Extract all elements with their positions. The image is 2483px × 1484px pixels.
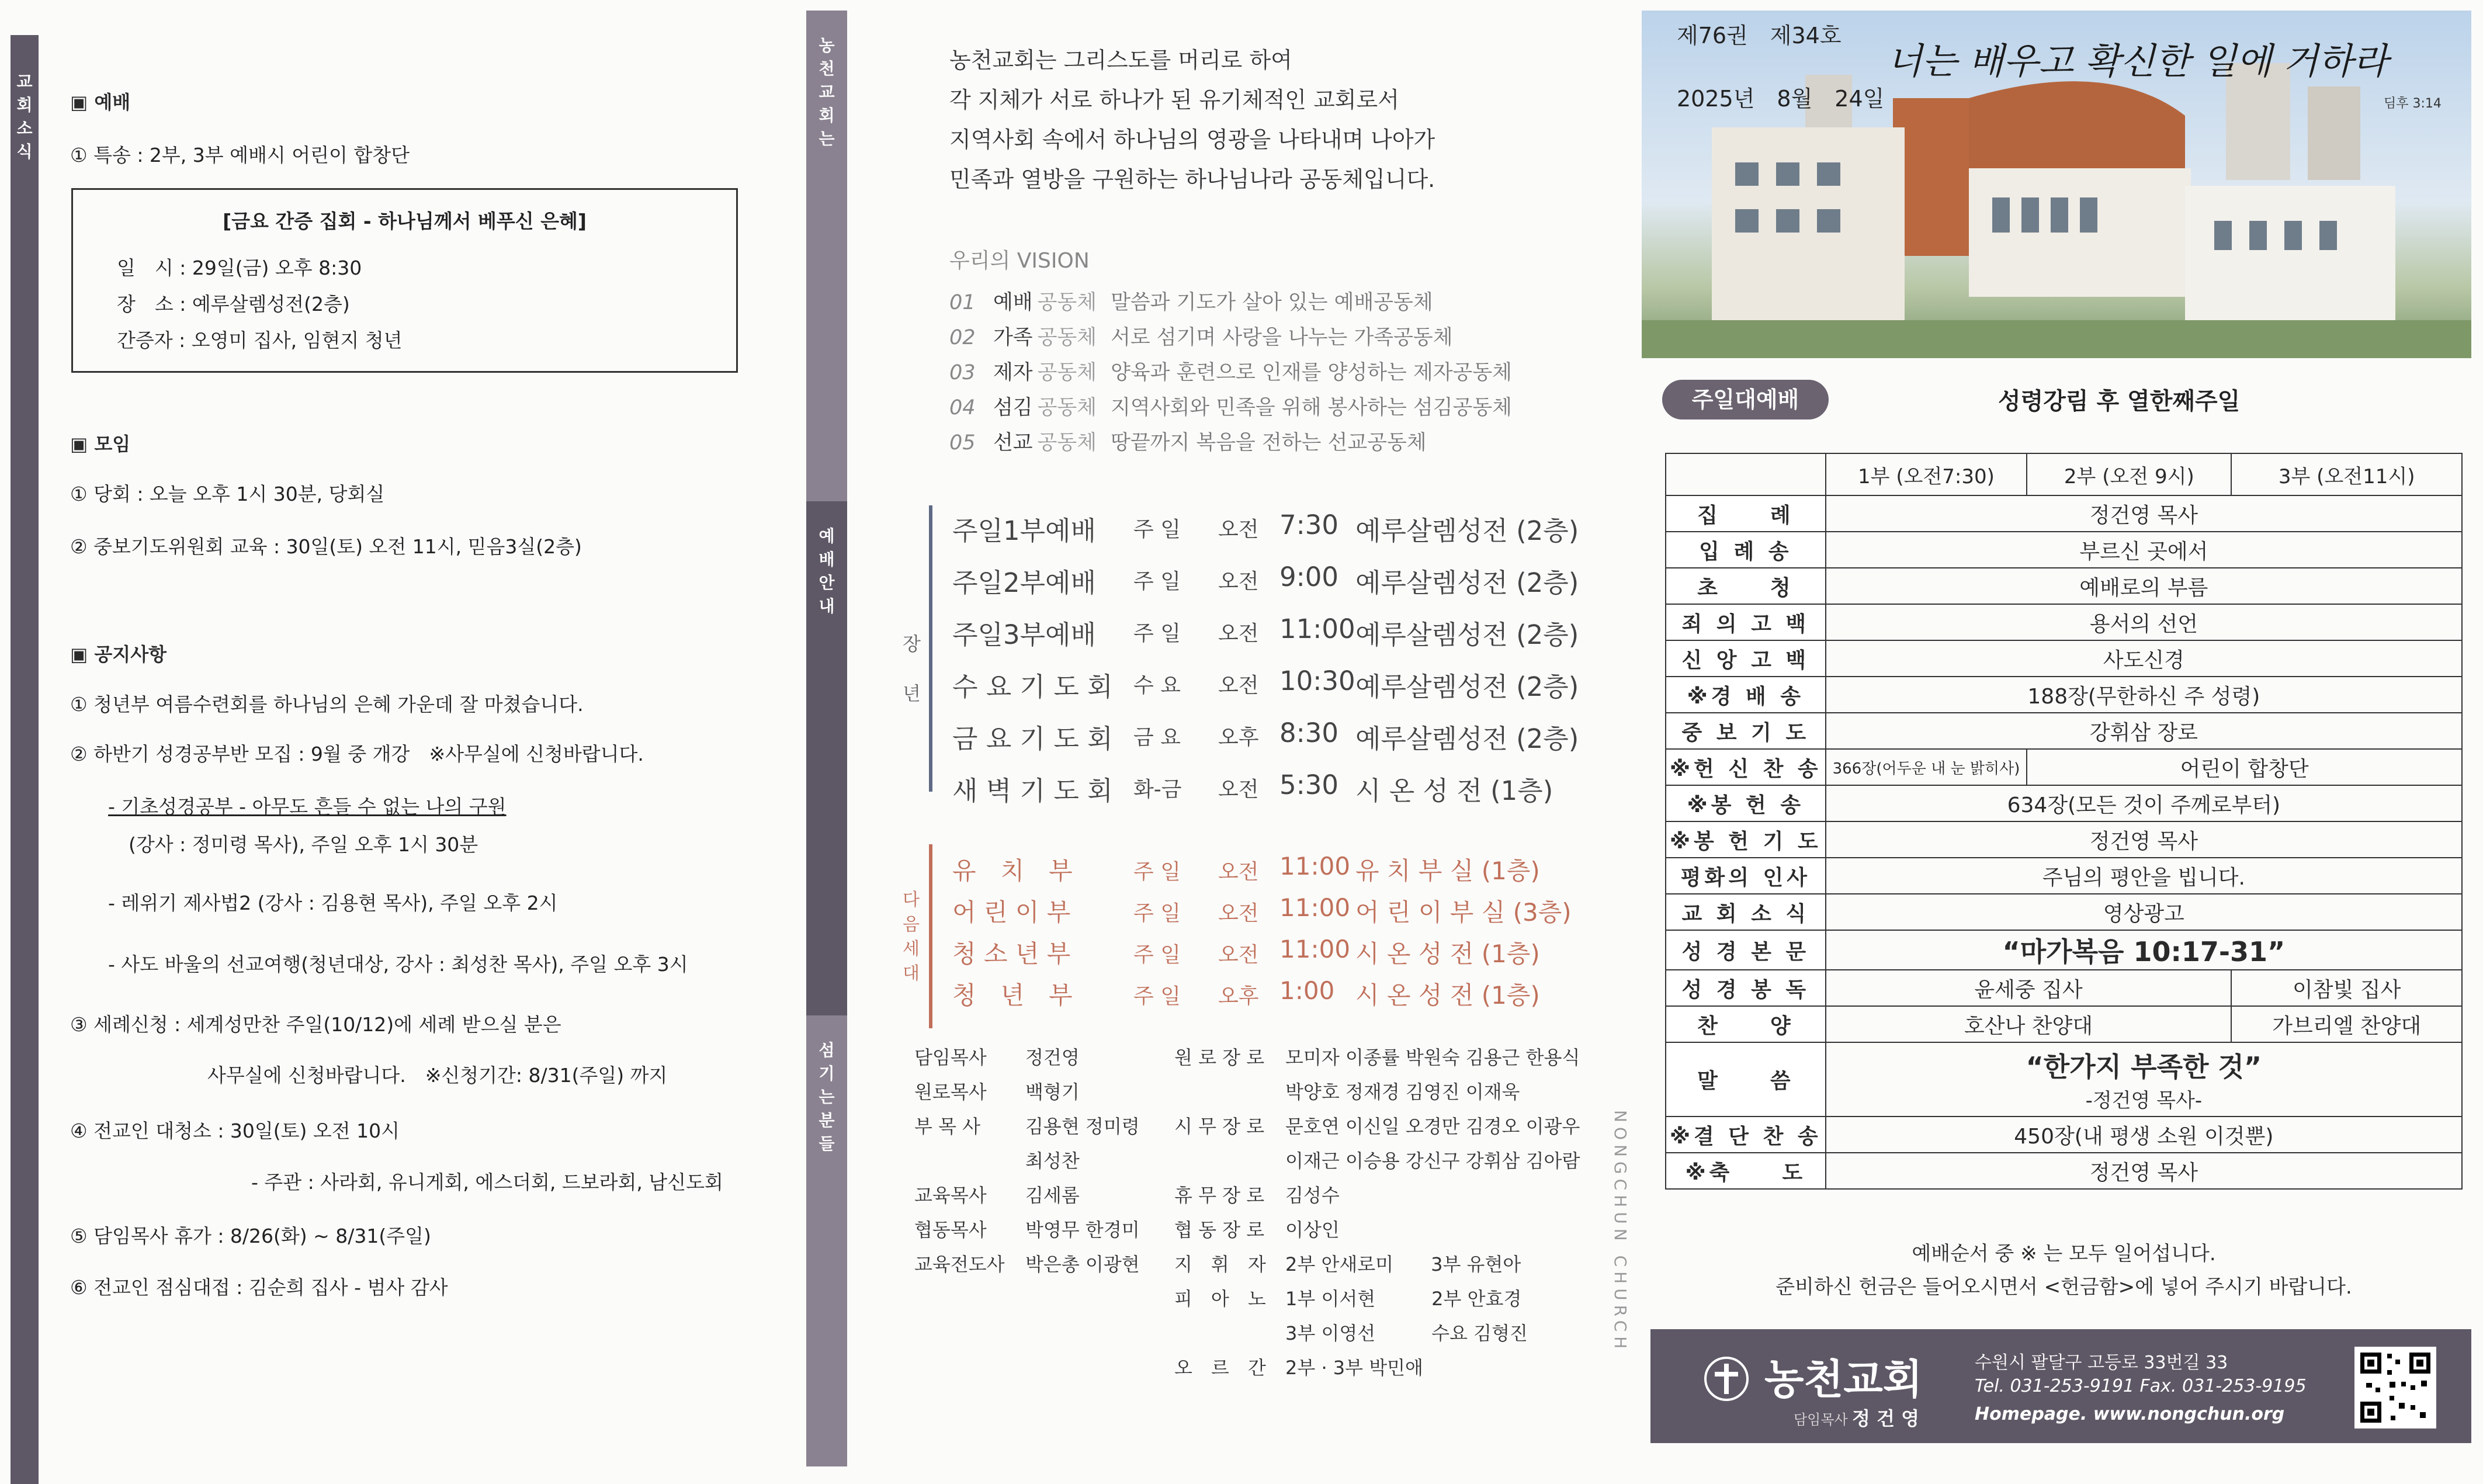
staff-names: 최성찬 (1025, 1150, 1080, 1172)
order-value: 634장(모든 것이 주께로부터) (1826, 785, 2462, 821)
schedule-row (952, 976, 1595, 1011)
staff-role: 시 무 장 로 (1174, 1115, 1265, 1138)
order-label: ※경 배 송 (1666, 677, 1826, 713)
qr-code-icon (2354, 1347, 2436, 1428)
schedule-place: 시 온 성 전 (1층) (1355, 775, 1553, 806)
staff-role: 오 르 간 (1174, 1357, 1266, 1379)
sermon-title: “한가지 부족한 것” (2026, 1051, 2262, 1083)
schedule-time: 10:30 (1279, 665, 1355, 696)
vision-suffix: 공동체 (1037, 326, 1097, 349)
staff-names: 모미자 이종률 박원숙 김용근 한용식 (1285, 1046, 1580, 1069)
order-value-2: 이참빛 집사 (2231, 970, 2462, 1006)
staff-names: 2부 안새로미 3부 유현아 (1285, 1253, 1521, 1275)
notice-item: ③ 세례신청 : 세계성만찬 주일(10/12)에 세례 받으실 분은 (70, 1013, 561, 1036)
schedule-name: 새 벽 기 도 회 (952, 775, 1113, 806)
vision-item (949, 356, 1512, 386)
tab-about-church: 농 천 교 회 는 (806, 11, 847, 525)
notice-subitem: (강사 : 정미령 목사), 주일 오후 1시 30분 (129, 833, 478, 856)
schedule-name: 수 요 기 도 회 (952, 671, 1113, 702)
order-label: 집 례 (1666, 495, 1826, 532)
order-row (1666, 858, 2462, 894)
schedule-day: 화-금 (1133, 778, 1182, 802)
schedule-name: 유 치 부 (952, 857, 1073, 885)
meeting-item: ② 중보기도위원회 교육 : 30일(토) 오전 11시, 믿음3실(2층) (70, 535, 582, 558)
staff-names: 김성수 (1285, 1184, 1340, 1206)
pastor-label: 담임목사 (1794, 1412, 1848, 1428)
order-label: 교 회 소 식 (1666, 894, 1826, 930)
order-label: 신 앙 고 백 (1666, 640, 1826, 677)
vision-number: 03 (949, 361, 976, 384)
schedule-time: 11:00 (1279, 613, 1355, 644)
schedule-time: 11:00 (1279, 893, 1351, 922)
schedule-day: 주 일 (1133, 860, 1181, 884)
order-value: 450장(내 평생 소원 이것뿐) (1826, 1117, 2462, 1153)
schedule-day: 주 일 (1133, 518, 1181, 542)
schedule-time: 8:30 (1279, 717, 1339, 748)
schedule-time: 11:00 (1279, 852, 1351, 880)
schedule-ampm: 오전 (1218, 622, 1259, 646)
schedule-ampm: 오전 (1218, 902, 1259, 925)
service-badge: 주일대예배 (1662, 380, 1829, 419)
order-value-2: 가브리엘 찬양대 (2231, 1006, 2462, 1042)
schedule-day: 주 일 (1133, 943, 1181, 967)
staff-names: 박양호 정재경 김영진 이재욱 (1285, 1081, 1520, 1103)
schedule-time: 9:00 (1279, 561, 1339, 592)
order-col-header: 1부 (오전7:30) (1826, 453, 2027, 495)
sermon-preacher: -정건영 목사- (2085, 1089, 2203, 1112)
order-value: “마가복음 10:17-31” (1826, 930, 2462, 970)
staff-role: 협동목사 (914, 1219, 987, 1241)
testimony-title: [금요 간증 집회 - 하나님께서 베푸신 은혜] (223, 210, 587, 233)
schedule-ampm: 오후 (1218, 726, 1259, 750)
vision-number: 04 (949, 396, 976, 419)
staff-role: 협 동 장 로 (1174, 1219, 1265, 1241)
staff-role: 원로목사 (914, 1081, 987, 1103)
schedule-day: 주 일 (1133, 902, 1181, 925)
notice-item: ② 하반기 성경공부반 모집 : 9월 중 개강 ※사무실에 신청바랍니다. (70, 743, 644, 765)
order-row (1666, 821, 2462, 858)
order-value: 부르신 곳에서 (1826, 532, 2462, 568)
order-header-blank (1666, 453, 1826, 495)
schedule-row (952, 852, 1595, 887)
intro-line: 농천교회는 그리스도를 머리로 하여 (949, 47, 1292, 73)
schedule-name: 청 소 년 부 (952, 939, 1071, 968)
schedule-name: 청 년 부 (952, 981, 1073, 1010)
order-label: 중 보 기 도 (1666, 713, 1826, 749)
schedule-place: 예루살렘성전 (2층) (1355, 567, 1579, 598)
vision-name: 제자 (993, 361, 1033, 384)
volume-number: 제76권 제34호 (1677, 23, 1842, 48)
tab-char: 소 (16, 119, 33, 138)
staff-role: 교육목사 (914, 1184, 987, 1206)
schedule-day: 금 요 (1133, 726, 1181, 750)
order-col-header: 2부 (오전 9시) (2027, 453, 2231, 495)
schedule-place: 예루살렘성전 (2층) (1355, 515, 1579, 546)
staff-names: 이상인 (1285, 1219, 1340, 1241)
schedule-place: 시 온 성 전 (1층) (1355, 939, 1540, 968)
vision-desc: 서로 섬기며 사랑을 나누는 가족공동체 (1111, 326, 1453, 349)
vision-item (949, 391, 1512, 421)
notice-subitem: - 기초성경공부 - 아무도 흔들 수 없는 나의 구원 (108, 795, 507, 818)
schedule-place: 어 린 이 부 실 (3층) (1355, 898, 1572, 927)
order-value: 사도신경 (1826, 640, 2462, 677)
tel-fax: Tel. 031-253-9191 Fax. 031-253-9195 (1975, 1376, 2307, 1396)
schedule-ampm: 오전 (1218, 943, 1259, 967)
order-value (1826, 1042, 2462, 1117)
order-value: 윤세중 집사 (1826, 970, 2232, 1006)
order-row (1666, 495, 2462, 532)
order-label: 말 씀 (1666, 1042, 1826, 1117)
staff-names: 3부 이영선 수요 김형진 (1285, 1322, 1528, 1344)
order-label: 초 청 (1666, 568, 1826, 604)
order-label: 성 경 본 문 (1666, 930, 1826, 970)
order-label: 성 경 봉 독 (1666, 970, 1826, 1006)
order-row (1666, 1117, 2462, 1153)
tab-char: 교 (16, 72, 33, 91)
staff-names: 2부 · 3부 박민애 (1285, 1357, 1423, 1379)
schedule-day: 수 요 (1133, 674, 1181, 698)
schedule-name: 주일1부예배 (952, 515, 1096, 546)
staff-role: 휴 무 장 로 (1174, 1184, 1265, 1206)
schedule-place: 예루살렘성전 (2층) (1355, 619, 1579, 650)
vertical-church-name: NONGCHUN CHURCH (1611, 1110, 1630, 1354)
schedule-name: 어 린 이 부 (952, 898, 1071, 927)
notice-subitem: - 사도 바울의 선교여행(청년대상, 강사 : 최성찬 목사), 주일 오후 3시 (108, 953, 688, 976)
motto: 너는 배우고 확신한 일에 거하라 (1887, 40, 2388, 82)
order-value: 호산나 찬양대 (1826, 1006, 2232, 1042)
order-row (1666, 970, 2462, 1006)
schedule-row (952, 717, 1595, 753)
order-label: ※봉 헌 송 (1666, 785, 1826, 821)
staff-role: 원 로 장 로 (1174, 1046, 1265, 1069)
staff-role: 교육전도사 (914, 1253, 1005, 1275)
meeting-section-title: ▣ 모임 (70, 433, 131, 455)
order-row (1666, 894, 2462, 930)
order-label: 평화의 인사 (1666, 858, 1826, 894)
schedule-time: 7:30 (1279, 509, 1339, 540)
order-label: 입 례 송 (1666, 532, 1826, 568)
vision-number: 05 (949, 431, 976, 455)
notice-item: ④ 전교인 대청소 : 30일(토) 오전 10시 (70, 1119, 400, 1142)
adult-label: 장 년 (903, 633, 921, 705)
schedule-row (952, 613, 1595, 649)
order-row (1666, 532, 2462, 568)
schedule-day: 주 일 (1133, 622, 1181, 646)
next-gen-label: 다 음 세 대 (903, 890, 920, 984)
notice-item: ⑤ 담임목사 휴가 : 8/26(화) ~ 8/31(주일) (70, 1225, 431, 1247)
order-value: 정건영 목사 (1826, 495, 2462, 532)
schedule-ampm: 오전 (1218, 860, 1259, 884)
testimony-line: 장 소 : 예루살렘성전(2층) (117, 293, 350, 315)
staff-names: 백형기 (1025, 1081, 1080, 1103)
adult-schedule-bar (929, 505, 932, 792)
order-label: ※헌 신 찬 송 (1666, 749, 1826, 785)
footer-bar (1650, 1329, 2471, 1443)
sunday-title: 성령강림 후 열한째주일 (1998, 388, 2241, 415)
tab-church-news (11, 35, 39, 1484)
vision-number: 01 (949, 291, 976, 314)
schedule-time: 5:30 (1279, 769, 1339, 800)
schedule-ampm: 오전 (1218, 778, 1259, 802)
schedule-day: 주 일 (1133, 570, 1181, 594)
vision-title: 우리의 VISION (949, 249, 1090, 273)
order-row (1666, 785, 2462, 821)
schedule-time: 11:00 (1279, 935, 1351, 963)
notice-section-title: ▣ 공지사항 (70, 643, 167, 665)
schedule-name: 주일3부예배 (952, 619, 1096, 650)
order-value: 용서의 선언 (1826, 604, 2462, 640)
schedule-row (952, 561, 1595, 597)
special-song: ① 특송 : 2부, 3부 예배시 어린이 합창단 (70, 144, 410, 167)
staff-role: 부 목 사 (914, 1115, 981, 1138)
pastor-name: 정 건 영 (1852, 1407, 1920, 1430)
staff-role: 피 아 노 (1174, 1288, 1266, 1310)
tab-char: 식 (16, 142, 33, 161)
order-header-row (1666, 453, 2462, 495)
schedule-row (952, 769, 1595, 805)
order-value: 정건영 목사 (1826, 1153, 2462, 1189)
schedule-ampm: 오전 (1218, 570, 1259, 594)
schedule-place: 시 온 성 전 (1층) (1355, 981, 1540, 1010)
schedule-row (952, 665, 1595, 701)
staff-names: 문호연 이신일 오경만 김경오 이광우 (1285, 1115, 1580, 1138)
order-row (1666, 930, 2462, 970)
schedule-row (952, 935, 1595, 970)
vision-suffix: 공동체 (1037, 396, 1097, 419)
order-row (1666, 1042, 2462, 1117)
order-label: ※결 단 찬 송 (1666, 1117, 1826, 1153)
notice-item-cont: 사무실에 신청바랍니다. ※신청기간: 8/31(주일) 까지 (207, 1064, 668, 1087)
motto-reference: 딤후 3:14 (2384, 96, 2442, 111)
order-label: 찬 양 (1666, 1006, 1826, 1042)
notice-subitem: - 레위기 제사법2 (강사 : 김용현 목사), 주일 오후 2시 (108, 892, 558, 914)
schedule-row (952, 893, 1595, 928)
worship-order-table (1665, 453, 2463, 1190)
note-standing: 예배순서 중 ※ 는 모두 일어섭니다. (1912, 1242, 2216, 1265)
order-value: 188장(무한하신 주 성령) (1826, 677, 2462, 713)
vision-desc: 지역사회와 민족을 위해 봉사하는 섬김공동체 (1111, 396, 1512, 419)
next-gen-bar (929, 844, 932, 1028)
order-row (1666, 640, 2462, 677)
order-label: ※축 도 (1666, 1153, 1826, 1189)
vision-item (949, 286, 1433, 315)
vision-name: 예배 (993, 291, 1033, 314)
order-value: 예배로의 부름 (1826, 568, 2462, 604)
tab-worship-guide: 예 배 안 내 (806, 501, 847, 1039)
schedule-ampm: 오전 (1218, 518, 1259, 542)
tab-servants: 섬 기 는 분 들 (806, 1015, 847, 1466)
staff-role: 담임목사 (914, 1046, 987, 1069)
schedule-time: 1:00 (1279, 976, 1335, 1005)
testimony-line: 간증자 : 오영미 집사, 임현지 청년 (117, 329, 403, 352)
schedule-day: 주 일 (1133, 984, 1181, 1008)
homepage[interactable]: Homepage. www.nongchun.org (1975, 1404, 2285, 1424)
vision-item (949, 321, 1453, 351)
vision-suffix: 공동체 (1037, 361, 1097, 384)
vision-name: 섬김 (993, 396, 1033, 419)
order-row (1666, 1153, 2462, 1189)
staff-names: 정건영 (1025, 1046, 1080, 1069)
notice-item: ① 청년부 여름수련회를 하나님의 은혜 가운데 잘 마쳤습니다. (70, 693, 584, 716)
schedule-place: 예루살렘성전 (2층) (1355, 723, 1579, 754)
order-value: 주님의 평안을 빕니다. (1826, 858, 2462, 894)
intro-line: 민족과 열방을 구원하는 하나님나라 공동체입니다. (949, 167, 1435, 192)
order-label: ※봉 헌 기 도 (1666, 821, 1826, 858)
order-row (1666, 604, 2462, 640)
tab-char: 회 (16, 95, 33, 115)
order-row (1666, 713, 2462, 749)
notice-subitem: - 주관 : 사라회, 유니게회, 에스더회, 드보라회, 남신도회 (251, 1171, 723, 1194)
schedule-place: 유 치 부 실 (1층) (1355, 857, 1540, 885)
schedule-place: 예루살렘성전 (2층) (1355, 671, 1579, 702)
schedule-name: 주일2부예배 (952, 567, 1096, 598)
vision-name: 가족 (993, 326, 1033, 349)
church-logo-icon (1703, 1355, 1750, 1402)
vision-suffix: 공동체 (1037, 431, 1097, 455)
vision-item (949, 427, 1427, 456)
order-value: 366장(어두운 내 눈 밝히사) (1826, 749, 2027, 785)
staff-names: 김세롬 (1025, 1184, 1080, 1206)
testimony-line: 일 시 : 29일(금) 오후 8:30 (117, 256, 362, 279)
schedule-name: 금 요 기 도 회 (952, 723, 1113, 754)
order-value: 영상광고 (1826, 894, 2462, 930)
order-value: 강휘삼 장로 (1826, 713, 2462, 749)
schedule-row (952, 509, 1595, 545)
address: 수원시 팔달구 고등로 33번길 33 (1975, 1353, 2228, 1373)
vision-desc: 땅끝까지 복음을 전하는 선교공동체 (1111, 431, 1427, 455)
order-row (1666, 677, 2462, 713)
order-col-header: 3부 (오전11시) (2231, 453, 2462, 495)
order-value-2: 어린이 합창단 (2027, 749, 2462, 785)
order-row (1666, 568, 2462, 604)
vision-desc: 말씀과 기도가 살아 있는 예배공동체 (1111, 291, 1433, 314)
staff-names: 1부 이서현 2부 안효경 (1285, 1288, 1522, 1310)
schedule-ampm: 오전 (1218, 674, 1259, 698)
vision-number: 02 (949, 326, 976, 349)
staff-names: 이재근 이승용 강신구 강휘삼 김아람 (1285, 1150, 1580, 1172)
meeting-item: ① 당회 : 오늘 오후 1시 30분, 당회실 (70, 483, 385, 505)
order-row (1666, 749, 2462, 785)
qr-code[interactable] (2354, 1347, 2436, 1428)
church-name: 농천교회 (1764, 1355, 1923, 1403)
bulletin-date: 2025년 8월 24일 (1677, 86, 1885, 112)
staff-role: 지 휘 자 (1174, 1253, 1266, 1275)
notice-item: ⑥ 전교인 점심대접 : 김순희 집사 - 범사 감사 (70, 1276, 448, 1299)
testimony-box (71, 188, 738, 373)
order-value: 정건영 목사 (1826, 821, 2462, 858)
schedule-ampm: 오후 (1218, 984, 1259, 1008)
staff-names: 박은총 이광현 (1025, 1253, 1140, 1275)
order-label: 죄 의 고 백 (1666, 604, 1826, 640)
vision-desc: 양육과 훈련으로 인재를 양성하는 제자공동체 (1111, 361, 1512, 384)
staff-names: 김용현 정미령 (1025, 1115, 1140, 1138)
order-row (1666, 1006, 2462, 1042)
intro-line: 지역사회 속에서 하나님의 영광을 나타내며 나아가 (949, 127, 1435, 152)
intro-line: 각 지체가 서로 하나가 된 유기체적인 교회로서 (949, 87, 1399, 113)
staff-names: 박영무 한경미 (1025, 1219, 1140, 1241)
vision-name: 선교 (993, 431, 1033, 455)
vision-suffix: 공동체 (1037, 291, 1097, 314)
worship-section-title: ▣ 예배 (70, 91, 131, 113)
note-offering: 준비하신 헌금은 들어오시면서 <헌금함>에 넣어 주시기 바랍니다. (1775, 1275, 2352, 1299)
